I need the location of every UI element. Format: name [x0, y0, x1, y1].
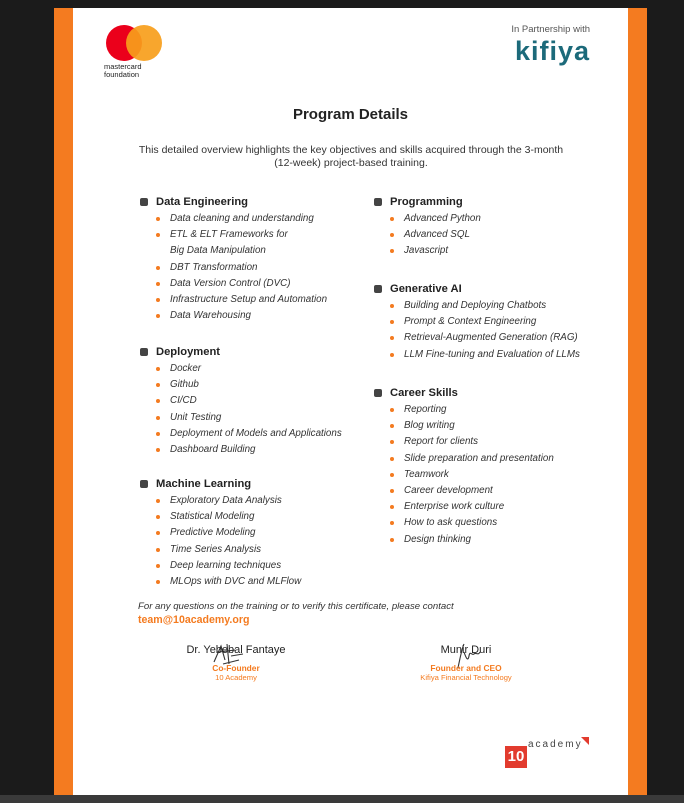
list-item: Reporting — [390, 402, 554, 418]
list-item: Data Warehousing — [156, 308, 327, 324]
bullet-icon — [390, 538, 394, 542]
bullet-icon — [390, 521, 394, 525]
list-item: Enterprise work culture — [390, 499, 554, 515]
list-item: Docker — [156, 361, 342, 377]
academy-box: 10 — [505, 746, 527, 768]
bullet-icon — [156, 383, 160, 387]
list-item: Prompt & Context Engineering — [390, 314, 580, 330]
list-item: Retrieval-Augmented Generation (RAG) — [390, 330, 580, 346]
bullet-icon — [156, 217, 160, 221]
list-item: Advanced Python — [390, 211, 481, 227]
list-item: Infrastructure Setup and Automation — [156, 292, 327, 308]
section-deployment — [140, 345, 342, 458]
section-title: Programming — [390, 196, 463, 208]
list-item: Slide preparation and presentation — [390, 451, 554, 467]
bullet-icon — [156, 432, 160, 436]
bullet-icon — [390, 489, 394, 493]
list-item: Building and Deploying Chatbots — [390, 298, 580, 314]
signatory-role: Co-Founder — [212, 663, 260, 673]
mastercard-foundation-logo — [104, 25, 164, 93]
section-title: Generative AI — [390, 283, 462, 295]
list-item: Design thinking — [390, 532, 554, 548]
list-item: CI/CD — [156, 393, 342, 409]
bullet-icon — [156, 266, 160, 270]
list-item: Predictive Modeling — [156, 525, 301, 541]
list-item: Time Series Analysis — [156, 542, 301, 558]
section-title: Data Engineering — [156, 196, 249, 208]
contact-email-link[interactable]: team@10academy.org — [138, 614, 250, 626]
section-title: Career Skills — [390, 387, 458, 399]
list-item: Data cleaning and understanding — [156, 211, 327, 227]
signatory-role: Founder and CEO — [430, 663, 502, 673]
bullet-icon — [156, 399, 160, 403]
bullet-icon — [390, 440, 394, 444]
bullet-icon — [156, 548, 160, 552]
signatory-name: Munir Duri — [440, 644, 492, 656]
left-orange-stripe — [54, 8, 73, 795]
section-marker-icon — [374, 198, 382, 206]
signature-block-ceo — [403, 644, 529, 682]
signatory-name: Dr. Yebebal Fantaye — [186, 644, 286, 656]
section-marker-icon — [140, 348, 148, 356]
bullet-icon — [156, 448, 160, 452]
list-item: Javascript — [390, 243, 481, 259]
list-item: Teamwork — [390, 467, 554, 483]
list-item: Exploratory Data Analysis — [156, 493, 301, 509]
section-marker-icon — [140, 480, 148, 488]
section-programming — [374, 195, 481, 260]
bullet-icon — [390, 304, 394, 308]
bullet-icon — [390, 249, 394, 253]
bullet-icon — [390, 505, 394, 509]
list-item: DBT Transformation — [156, 260, 327, 276]
section-career-skills — [374, 386, 554, 548]
bullet-icon — [156, 233, 160, 237]
section-marker-icon — [374, 389, 382, 397]
list-item: MLOps with DVC and MLFlow — [156, 574, 301, 590]
section-marker-icon — [140, 198, 148, 206]
bullet-icon — [156, 515, 160, 519]
list-item: Blog writing — [390, 418, 554, 434]
bullet-icon — [156, 580, 160, 584]
bullet-icon — [390, 217, 394, 221]
section-title: Deployment — [156, 346, 221, 358]
bullet-icon — [156, 531, 160, 535]
bullet-icon — [156, 564, 160, 568]
contact-note: For any questions on the training or to verify this certificate, please contact — [138, 601, 454, 612]
list-item: Data Version Control (DVC) — [156, 276, 327, 292]
bullet-icon — [390, 408, 394, 412]
intro-paragraph: This detailed overview highlights the key objectives and skills acquired through the 3-month (12-week) project-based training. — [138, 144, 564, 169]
viewer-bottom-bar — [0, 795, 684, 803]
bullet-icon — [390, 353, 394, 357]
academy-wordmark: academy — [528, 739, 583, 750]
bullet-icon — [390, 233, 394, 237]
right-orange-stripe — [628, 8, 647, 795]
signature-block-cofounder — [171, 644, 301, 682]
bullet-icon — [390, 424, 394, 428]
bullet-icon — [156, 499, 160, 503]
list-item: Report for clients — [390, 434, 554, 450]
section-generative-ai — [374, 282, 580, 363]
signatory-organization: Kifiya Financial Technology — [420, 673, 512, 682]
list-item: Unit Testing — [156, 410, 342, 426]
list-item: LLM Fine-tuning and Evaluation of LLMs — [390, 347, 580, 363]
page-title: Program Details — [292, 106, 409, 123]
list-item: How to ask questions — [390, 515, 554, 531]
academy-corner-icon — [581, 737, 589, 745]
10-academy-logo — [505, 735, 591, 773]
bullet-icon — [156, 282, 160, 286]
list-item: Deployment of Models and Applications — [156, 426, 342, 442]
section-machine-learning — [140, 477, 301, 590]
bullet-icon — [390, 457, 394, 461]
mastercard-orange-circle — [126, 25, 162, 61]
bullet-icon — [390, 320, 394, 324]
bullet-icon — [156, 367, 160, 371]
list-item: Statistical Modeling — [156, 509, 301, 525]
section-marker-icon — [374, 285, 382, 293]
list-item: Career development — [390, 483, 554, 499]
bullet-icon — [156, 314, 160, 318]
mastercard-wordmark: mastercard foundation — [104, 62, 142, 79]
kifiya-logo: kifiya — [514, 36, 590, 66]
bullet-icon — [156, 298, 160, 302]
list-item: Dashboard Building — [156, 442, 342, 458]
partnership-label: In Partnership with — [511, 24, 590, 35]
bullet-icon — [390, 473, 394, 477]
list-item: Deep learning techniques — [156, 558, 301, 574]
section-title: Machine Learning — [156, 478, 252, 490]
certificate-page — [54, 8, 647, 795]
list-item: Advanced SQL — [390, 227, 481, 243]
section-data-engineering — [140, 195, 327, 324]
bullet-icon — [390, 336, 394, 340]
list-item: Github — [156, 377, 342, 393]
bullet-icon — [156, 416, 160, 420]
signatory-organization: 10 Academy — [215, 673, 257, 682]
list-item: ETL & ELT Frameworks for Big Data Manipulation — [156, 227, 327, 259]
